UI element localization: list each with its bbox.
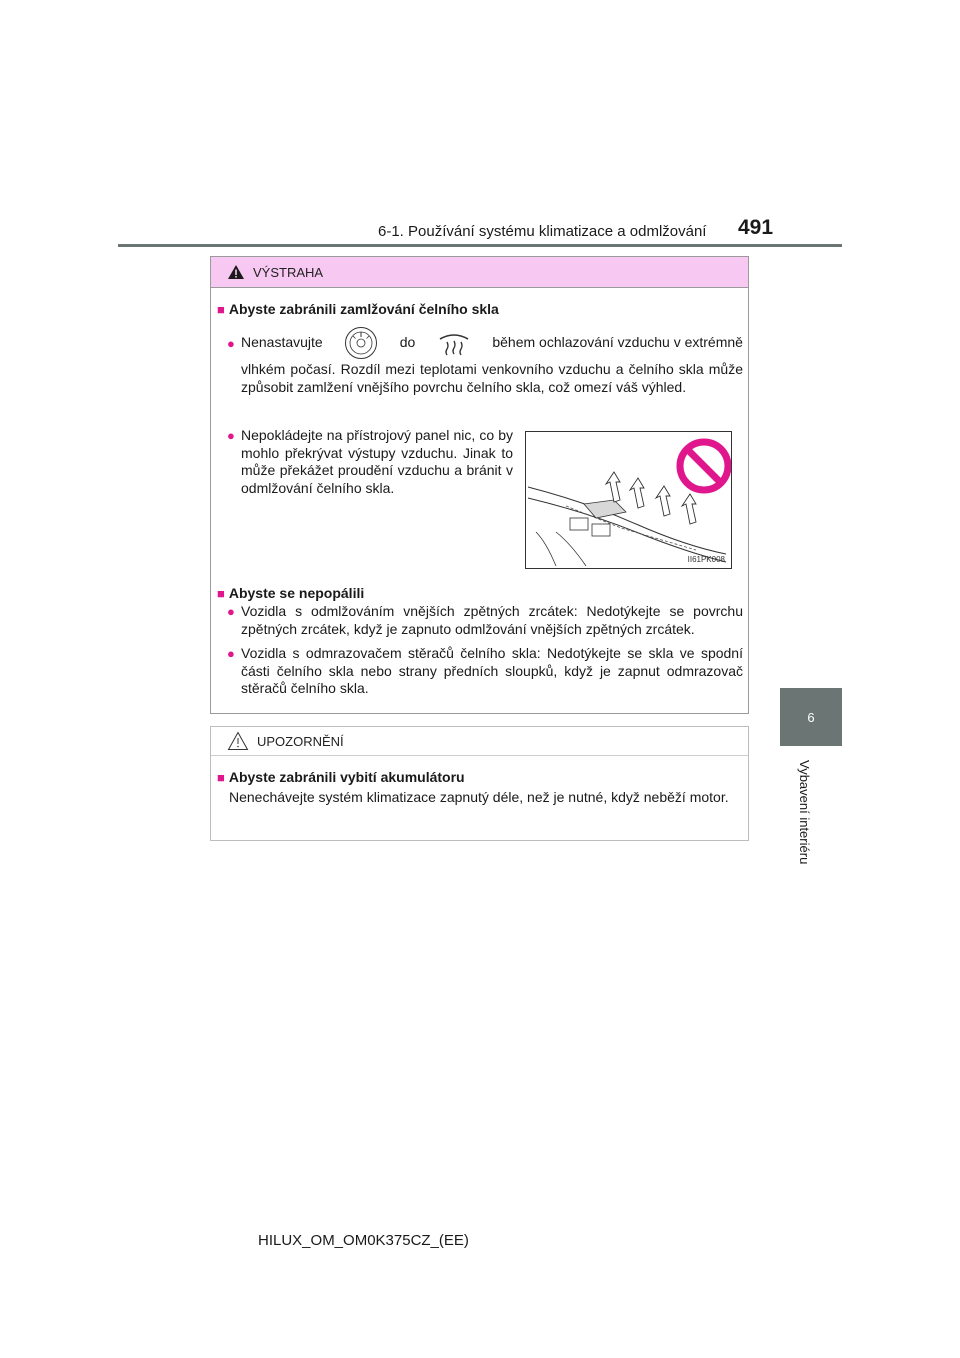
chapter-number: 6 — [807, 709, 815, 725]
section-title-fogging: ■ Abyste zabránili zamlžování čelního skla — [217, 301, 499, 317]
square-bullet-icon: ■ — [217, 302, 225, 317]
circle-bullet-icon: ● — [227, 336, 235, 351]
header-divider — [118, 244, 842, 247]
warning-triangle-icon — [227, 264, 245, 280]
chapter-label: Vybavení interiéru — [797, 760, 812, 865]
defroster-icon — [437, 329, 471, 357]
circle-bullet-icon: ● — [227, 428, 235, 443]
dashboard-vents-image — [526, 432, 731, 568]
bullet-dashboard-vents: ● Nepokládejte na přístrojový panel nic, co by mohlo překrývat výstupy vzduchu. Jinak to může překážet proudění vzduchu a bránit v odmlžování čelního skla. — [227, 427, 513, 496]
bullet-fan-setting: ● Nenastavujte do během ochlazování vzduchu v extrémně vlhkém počasí. Rozdíl mezi teplotami venkovního vzduchu a čelního skla může způsobit zamlžení vnějšího povrchu čelního skla, což omezí váš výhled. — [227, 327, 743, 396]
caution-box — [210, 726, 749, 841]
chapter-tab — [780, 688, 842, 746]
document-code: HILUX_OM_OM0K375CZ_(EE) — [258, 1232, 469, 1249]
section-title-battery: ■ Abyste zabránili vybití akumulátoru — [217, 769, 465, 785]
caution-text: Nenechávejte systém klimatizace zapnutý déle, než je nutné, když neběží motor. — [229, 789, 729, 805]
caution-triangle-icon — [227, 731, 249, 751]
caution-header — [211, 727, 748, 756]
warning-heading: VÝSTRAHA — [253, 264, 324, 280]
square-bullet-icon: ■ — [217, 770, 225, 785]
caution-heading: UPOZORNĚNÍ — [257, 733, 344, 749]
page-number: 491 — [738, 216, 774, 239]
square-bullet-icon: ■ — [217, 586, 225, 601]
section-title-burns: ■ Abyste se nepopálili — [217, 585, 365, 601]
page-header-title: 6-1. Používání systému klimatizace a odmlžování — [378, 223, 707, 240]
warning-header — [211, 257, 748, 288]
temperature-dial-icon — [344, 326, 378, 360]
bullet-mirror-defogger: ● Vozidla s odmlžováním vnějších zpětných zrcátek: Nedotýkejte se povrchu zpětných zrcátek, když je zapnuto odmlžování vnějších zpětných zrcátek. — [227, 603, 743, 637]
warning-box — [210, 256, 749, 714]
circle-bullet-icon: ● — [227, 646, 235, 661]
illustration-code: II61PK008 — [687, 555, 725, 564]
circle-bullet-icon: ● — [227, 604, 235, 619]
bullet-wiper-deicer: ● Vozidla s odmrazovačem stěračů čelního skla: Nedotýkejte se skla ve spodní části čelního skla nebo strany předních sloupků, když je zapnut odmrazovač stěračů čelního skla. — [227, 645, 743, 696]
dashboard-illustration — [525, 431, 732, 569]
inline-icon-row: Nenastavujte do během ochlazování vzduchu v extrémně — [241, 327, 743, 359]
